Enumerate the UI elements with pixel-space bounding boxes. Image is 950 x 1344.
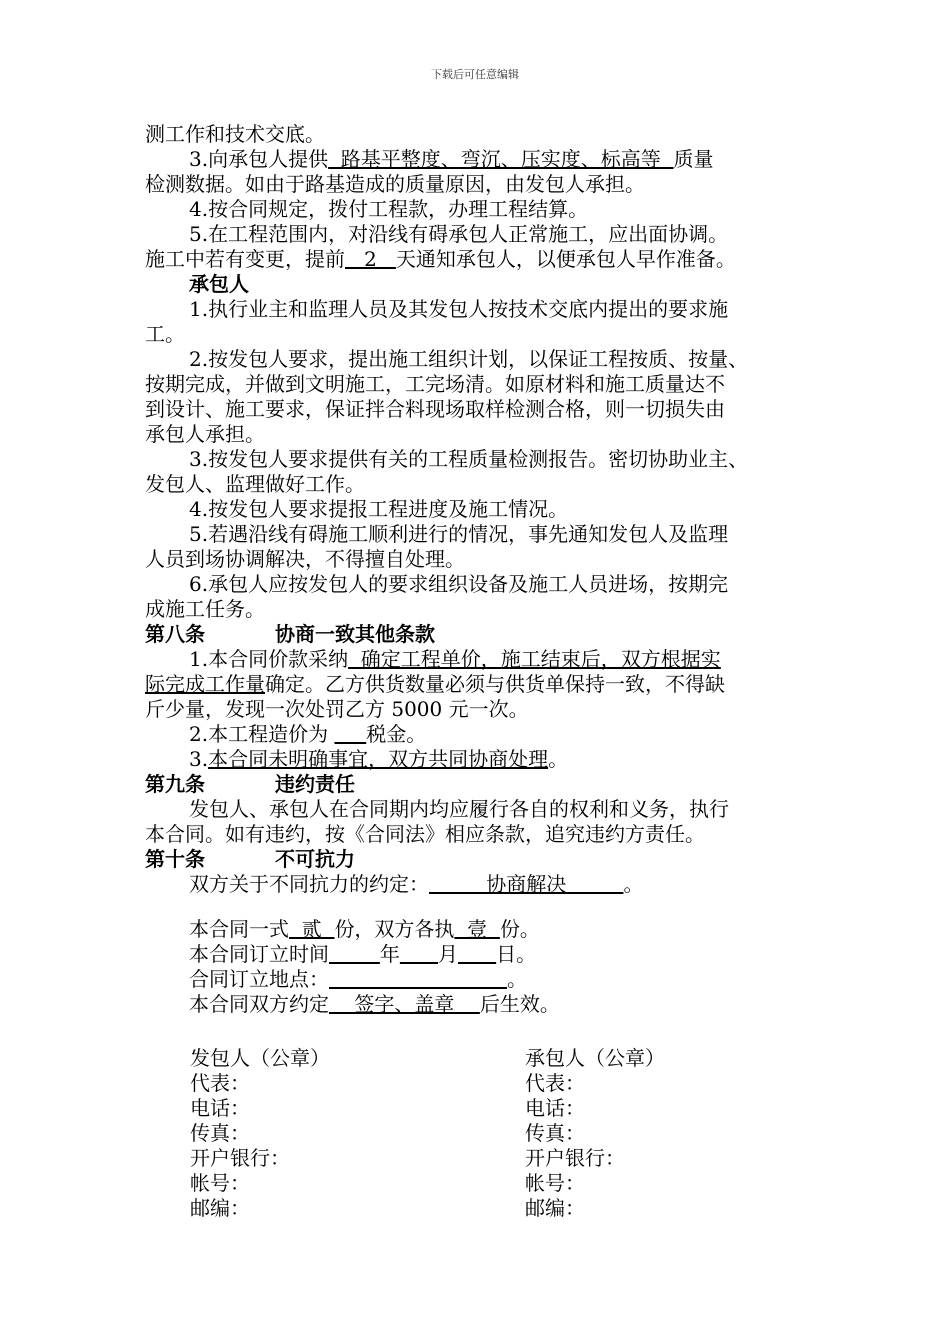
text-segment: 3.向承包人提供: [189, 147, 329, 171]
article-heading: [145, 847, 810, 872]
text-segment: 5.若遇沿线有碍施工顺利进行的情况，事先通知发包人及监理: [189, 522, 729, 546]
page-header: 下载后可任意编辑: [431, 68, 519, 81]
text-line: [145, 122, 810, 147]
text-segment: 1.执行业主和监理人员及其发包人按技术交底内提出的要求施: [189, 297, 729, 321]
article-heading: [145, 772, 810, 797]
text-segment: 质量: [673, 147, 714, 171]
filled-blank: 确定工程单价，施工结束后，双方根据实: [348, 647, 721, 671]
text-line: [145, 147, 810, 172]
text-segment: 份，双方各执: [334, 917, 455, 941]
article-number: 第十条: [145, 847, 205, 871]
text-segment: 人员到场协调解决，不得擅自处理。: [145, 547, 465, 571]
party-b-field: 承包人（公章）: [525, 1046, 665, 1070]
text-segment: 5.在工程范围内，对沿线有碍承包人正常施工，应出面协调。: [189, 222, 729, 246]
text-segment: 日。: [496, 942, 537, 966]
filled-blank: [334, 722, 366, 746]
text-line: [145, 172, 810, 197]
filled-blank: [458, 942, 496, 966]
party-a-field: 发包人（公章）: [190, 1046, 330, 1070]
text-segment: 天通知承包人，以便承包人早作准备。: [395, 247, 736, 271]
party-a-field: 邮编：: [190, 1196, 250, 1220]
party-a-field: 传真：: [190, 1121, 250, 1145]
party-a-field: 电话：: [190, 1096, 250, 1120]
text-segment: 6.承包人应按发包人的要求组织设备及施工人员进场，按期完: [189, 572, 729, 596]
text-segment: 承包人承担。: [145, 422, 265, 446]
text-line: [145, 197, 810, 222]
article-number: 第八条: [145, 622, 205, 646]
article-title: 违约责任: [275, 772, 355, 796]
filled-blank: 贰: [289, 917, 335, 941]
contract-body: [145, 122, 810, 1017]
text-line: [145, 247, 810, 272]
text-line: [145, 347, 810, 372]
text-segment: 斤少量，发现一次处罚乙方 5000 元一次。: [145, 697, 529, 721]
text-segment: 年: [379, 942, 400, 966]
text-segment: 成施工任务。: [145, 597, 265, 621]
text-segment: 1.本合同价款采纳: [189, 647, 349, 671]
text-line: [145, 822, 810, 847]
text-line: [145, 797, 810, 822]
blank-line: [145, 897, 810, 917]
text-segment: 。: [623, 872, 644, 896]
signature-row: [190, 1046, 810, 1071]
text-line: [145, 747, 810, 772]
text-segment: 发包人、监理做好工作。: [145, 472, 365, 496]
signature-row: [190, 1121, 810, 1146]
text-segment: 本合同。如有违约，按《合同法》相应条款，追究违约方责任。: [145, 822, 705, 846]
filled-blank: 协商解决: [429, 872, 624, 896]
text-line: [145, 917, 810, 942]
text-line: [145, 572, 810, 597]
text-segment: 3.按发包人要求提供有关的工程质量检测报告。密切协助业主、: [189, 447, 749, 471]
text-line: [145, 322, 810, 347]
text-segment: 到设计、施工要求，保证拌合料现场取样检测合格，则一切损失由: [145, 397, 725, 421]
text-segment: 双方关于不同抗力的约定：: [189, 872, 429, 896]
party-b-field: 帐号：: [525, 1171, 585, 1195]
text-segment: 工。: [145, 322, 185, 346]
party-b-field: 传真：: [525, 1121, 585, 1145]
signature-row: [190, 1171, 810, 1196]
text-line: [145, 372, 810, 397]
text-line: [145, 647, 810, 672]
text-line: [145, 297, 810, 322]
text-segment: 检测数据。如由于路基造成的质量原因，由发包人承担。: [145, 172, 645, 196]
text-line: [145, 497, 810, 522]
signature-block: [190, 1046, 810, 1221]
text-segment: 。: [548, 747, 569, 771]
text-line: [145, 872, 810, 897]
signature-row: [190, 1196, 810, 1221]
text-line: [145, 397, 810, 422]
text-line: [145, 522, 810, 547]
text-segment: 4.按发包人要求提报工程进度及施工情况。: [189, 497, 569, 521]
text-segment: 本合同订立时间: [189, 942, 329, 966]
filled-blank: 路基平整度、弯沉、压实度、标高等: [328, 147, 674, 171]
article-title: 协商一致其他条款: [275, 622, 435, 646]
filled-blank: 际完成工作量: [145, 672, 265, 696]
filled-blank: [329, 967, 507, 991]
text-segment: 税金。: [366, 722, 427, 746]
text-segment: 2.按发包人要求，提出施工组织计划，以保证工程按质、按量、: [189, 347, 749, 371]
filled-blank: [400, 942, 438, 966]
party-a-field: 帐号：: [190, 1171, 250, 1195]
signature-row: [190, 1146, 810, 1171]
text-line: [145, 547, 810, 572]
text-line: [145, 422, 810, 447]
text-segment: 后生效。: [479, 992, 560, 1016]
section-heading: [145, 272, 810, 297]
text-segment: 承包人: [189, 272, 249, 296]
text-line: [145, 597, 810, 622]
article-number: 第九条: [145, 772, 205, 796]
text-line: [145, 472, 810, 497]
text-segment: 月: [438, 942, 459, 966]
text-line: [145, 992, 810, 1017]
party-b-field: 邮编：: [525, 1196, 585, 1220]
text-segment: 施工中若有变更，提前: [145, 247, 345, 271]
article-title: 不可抗力: [275, 847, 355, 871]
text-line: [145, 672, 810, 697]
party-b-field: 开户银行：: [525, 1146, 625, 1170]
text-segment: 确定。乙方供货数量必须与供货单保持一致，不得缺: [265, 672, 725, 696]
text-line: [145, 942, 810, 967]
text-segment: 3.: [189, 747, 209, 771]
signature-row: [190, 1071, 810, 1096]
text-segment: 份。: [499, 917, 540, 941]
text-segment: 按期完成，并做到文明施工，工完场清。如原材料和施工质量达不: [145, 372, 725, 396]
signature-row: [190, 1096, 810, 1121]
text-line: [145, 967, 810, 992]
filled-blank: [329, 942, 380, 966]
filled-blank: 签字、盖章: [329, 992, 480, 1016]
party-b-field: 电话：: [525, 1096, 585, 1120]
text-segment: 本合同一式: [189, 917, 289, 941]
party-b-field: 代表：: [525, 1071, 585, 1095]
filled-blank: 壹: [454, 917, 500, 941]
filled-blank: 2: [345, 247, 396, 271]
article-heading: [145, 622, 810, 647]
text-line: [145, 447, 810, 472]
text-line: [145, 697, 810, 722]
text-line: [145, 222, 810, 247]
party-a-field: 代表：: [190, 1071, 250, 1095]
text-segment: 。: [507, 967, 528, 991]
filled-blank: 本合同未明确事宜，双方共同协商处理: [208, 747, 549, 771]
text-segment: 本合同双方约定: [189, 992, 329, 1016]
text-segment: 4.按合同规定，拨付工程款，办理工程结算。: [189, 197, 589, 221]
text-segment: 合同订立地点：: [189, 967, 329, 991]
text-line: [145, 722, 810, 747]
text-segment: 发包人、承包人在合同期内均应履行各自的权利和义务，执行: [189, 797, 729, 821]
text-segment: 测工作和技术交底。: [145, 122, 325, 146]
text-segment: 2.本工程造价为: [189, 722, 335, 746]
party-a-field: 开户银行：: [190, 1146, 290, 1170]
